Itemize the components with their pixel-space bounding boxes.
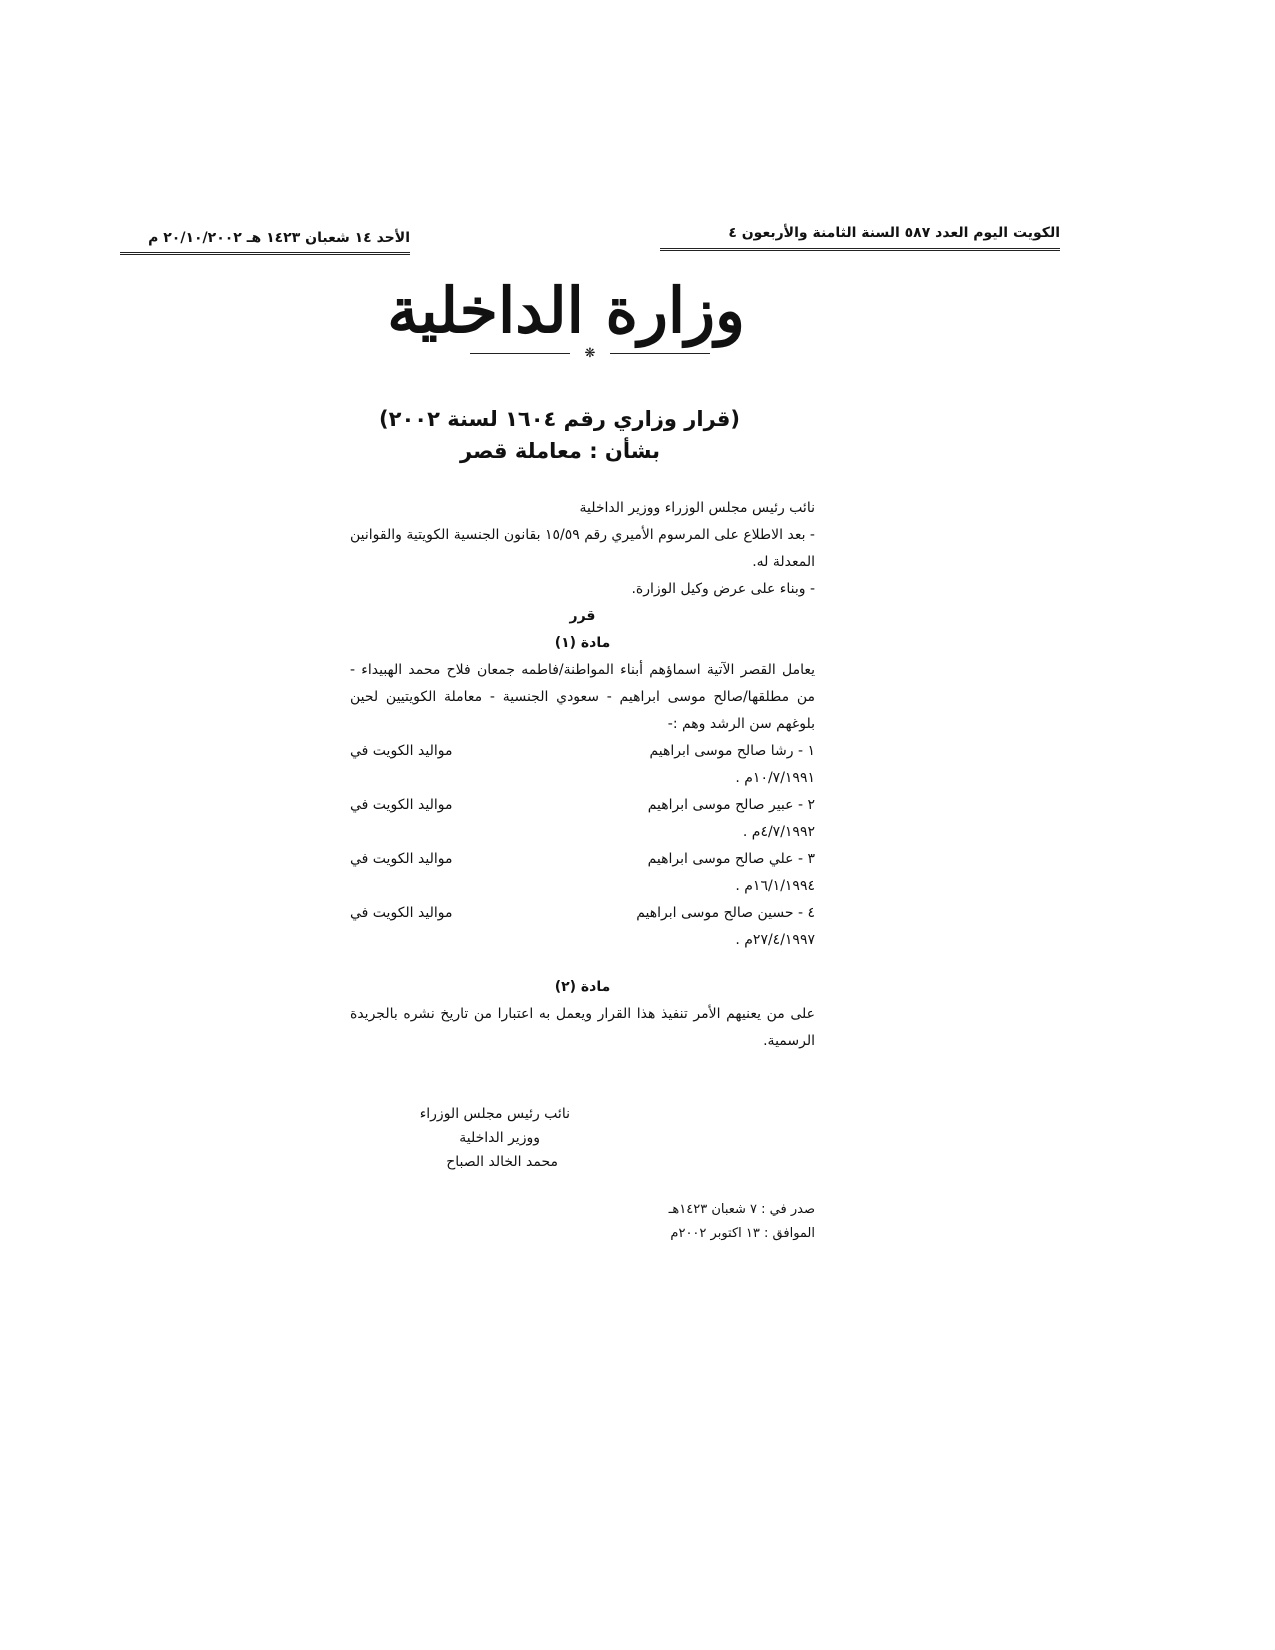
ministry-title: وزارة الداخلية <box>387 274 745 347</box>
child-date: ٤/٧/١٩٩٢م . <box>742 824 815 840</box>
article-2-title: مادة (٢) <box>554 979 611 995</box>
child-date: ٢٧/٤/١٩٩٧م . <box>735 932 815 948</box>
issued-date: صدر في : ٧ شعبان ١٤٢٣هـ <box>668 1202 815 1217</box>
issue-dates <box>620 1198 815 1246</box>
title-ornament <box>470 346 710 362</box>
decision-title: (قرار وزاري رقم ١٦٠٤ لسنة ٢٠٠٢) <box>379 407 740 431</box>
child-name: ٣ - علي صالح موسى ابراهيم <box>647 851 815 867</box>
signature-block <box>370 1102 570 1174</box>
list-item <box>350 846 815 900</box>
decision-body <box>350 495 815 1055</box>
signature-name: محمد الخالد الصباح <box>446 1154 558 1170</box>
corresponding-date: الموافق : ١٣ اكتوبر ٢٠٠٢م <box>670 1226 815 1241</box>
ornament-line-left <box>470 353 570 354</box>
child-name: ٢ - عبير صالح موسى ابراهيم <box>647 797 815 813</box>
list-item <box>350 738 815 792</box>
child-name: ١ - رشا صالح موسى ابراهيم <box>649 743 815 759</box>
list-item <box>350 792 815 846</box>
article-2-text: على من يعنيهم الأمر تنفيذ هذا القرار ويعمل به اعتبارا من تاريخ نشره بالجريدة الرسمية. <box>350 1006 815 1049</box>
child-name: ٤ - حسين صالح موسى ابراهيم <box>636 905 815 921</box>
decision-subject: بشأن : معاملة قصر <box>460 439 660 463</box>
child-place: مواليد الكويت في <box>350 905 453 921</box>
child-place: مواليد الكويت في <box>350 743 453 759</box>
header-date: الأحد ١٤ شعبان ١٤٢٣ هـ ٢٠/١٠/٢٠٠٢ م <box>120 228 410 255</box>
issuer: نائب رئيس مجلس الوزراء ووزير الداخلية <box>579 500 815 516</box>
signature-line-2: ووزير الداخلية <box>459 1130 540 1146</box>
child-place: مواليد الكويت في <box>350 851 453 867</box>
recital-1: - بعد الاطلاع على المرسوم الأميري رقم ١٥/٥٩ بقانون الجنسية الكويتية والقوانين المعدلة له. <box>349 527 815 570</box>
ornament-line-right <box>610 353 710 354</box>
decided-heading: قرر <box>569 608 596 624</box>
child-date: ١٦/١/١٩٩٤م . <box>735 878 815 894</box>
recital-2: - وبناء على عرض وكيل الوزارة. <box>631 581 815 597</box>
header-issue: الكويت اليوم العدد ٥٨٧ السنة الثامنة والأربعون ٤ <box>660 222 1060 251</box>
child-place: مواليد الكويت في <box>350 797 453 813</box>
ornament-icon: ❋ <box>584 346 596 361</box>
list-item <box>350 900 815 954</box>
article-1-text: يعامل القصر الآتية اسماؤهم أبناء المواطنة/فاطمه جمعان فلاح محمد الهبيداء - من مطلقها/صالح موسى ابراهيم - سعودي الجنسية - معاملة الكويتيين لحين بلوغهم سن الرشد وهم :- <box>350 662 815 732</box>
article-1-title: مادة (١) <box>554 635 611 651</box>
child-date: ١٠/٧/١٩٩١م . <box>735 770 815 786</box>
children-list <box>350 738 815 954</box>
signature-line-1: نائب رئيس مجلس الوزراء <box>419 1106 570 1122</box>
